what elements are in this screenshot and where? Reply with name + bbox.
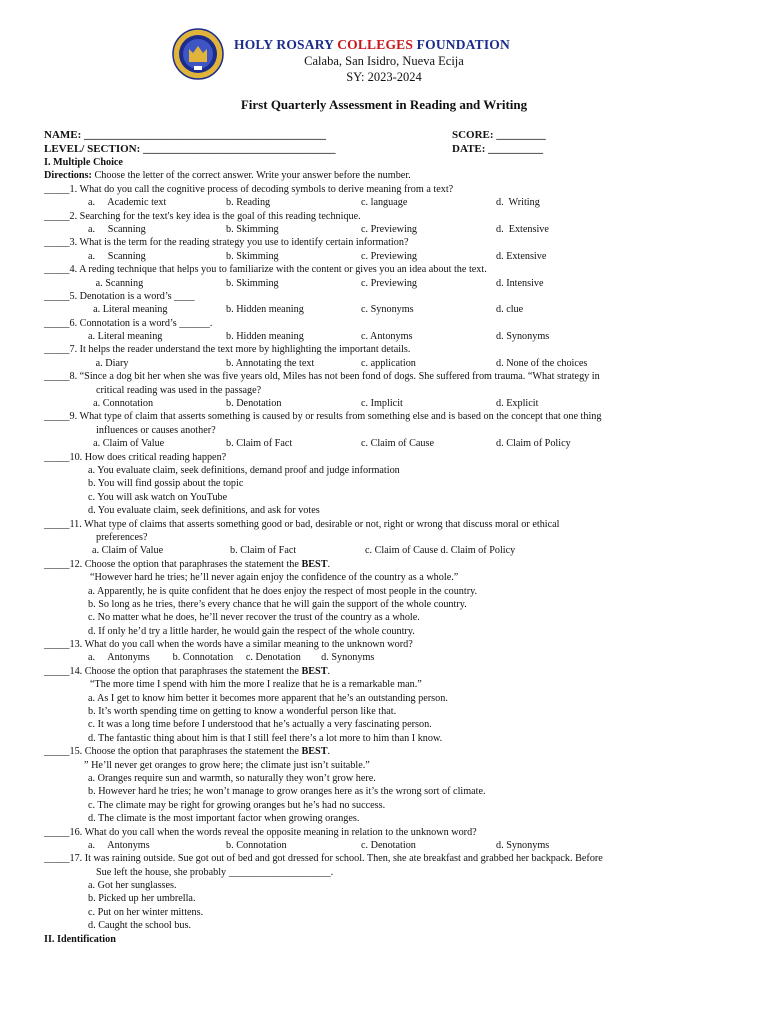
exam-content: [44, 156, 734, 946]
question-text: _____2. Searching for the text's key idea is the goal of this reading technique.: [44, 210, 361, 222]
option: a. Connotation: [88, 398, 154, 410]
question-text: _____8. “Since a dog bit her when she was five years old, Miles has not been fond of dogs. She suffered from trauma. “What strategy in: [44, 371, 600, 383]
question-text: _____5. Denotation is a word’s ____: [44, 290, 195, 302]
option: d. The climate is the most important factor when growing oranges.: [88, 813, 360, 825]
option: d. Synonyms: [496, 839, 550, 851]
option: b. However hard he tries; he won’t manage to grow oranges here as it’s the wrong sort of climate.: [88, 786, 486, 798]
options-row: [44, 397, 734, 410]
level-section-field: LEVEL/ SECTION: ___________________________________: [44, 143, 336, 155]
score-field: SCORE: _________: [452, 129, 546, 141]
option: b. It’s worth spending time on getting to know a wonderful person like that.: [88, 706, 397, 718]
options-row: [44, 223, 734, 236]
question-text-cont: Sue left the house, she probably ____________________.: [96, 866, 334, 878]
question-text: _____3. What is the term for the reading strategy you use to identify certain information?: [44, 237, 409, 249]
option: d. Caught the school bus.: [88, 920, 191, 932]
option: a. Claim of Value: [92, 545, 164, 557]
question-text-cont: influences or causes another?: [96, 424, 216, 436]
question-text: _____1. What do you call the cognitive process of decoding symbols to derive meaning from a text?: [44, 183, 454, 195]
options-row: [44, 196, 734, 209]
name-field: NAME: ____________________________________________: [44, 129, 327, 141]
option: b. Skimming: [226, 223, 279, 235]
section-heading: I. Multiple Choice: [44, 157, 123, 168]
option: b. Skimming: [226, 250, 279, 262]
question-text: _____7. It helps the reader understand the text more by highlighting the important details.: [44, 344, 411, 356]
options-row: [44, 357, 734, 370]
option: a. Antonyms: [88, 839, 150, 851]
question-text: _____15. Choose the option that paraphrases the statement the BEST.: [44, 746, 331, 758]
option: c. Implicit: [361, 398, 403, 410]
option: a. Claim of Value: [88, 438, 165, 450]
option: a. Literal meaning: [88, 304, 168, 316]
options-row: [44, 330, 734, 343]
option: d. None of the choices: [496, 357, 588, 369]
options-row: [44, 839, 734, 852]
option: c. Put on her winter mittens.: [88, 906, 204, 918]
options-row: [44, 544, 734, 557]
question-text: _____14. Choose the option that paraphrases the statement the BEST.: [44, 665, 331, 677]
option: a. Got her sunglasses.: [88, 880, 177, 892]
option: b. Claim of Fact: [226, 438, 293, 450]
option: b. Annotating the text: [226, 357, 315, 369]
option: c. No matter what he does, he’ll never recover the trust of the country as a whole.: [88, 612, 420, 624]
option: c. Claim of Cause: [361, 438, 434, 450]
quote: “The more time I spend with him the more I realize that he is a remarkable man.”: [90, 679, 422, 691]
option: a. Scanning: [88, 250, 146, 262]
school-address: Calaba, San Isidro, Nueva Ecija: [304, 54, 464, 68]
option: a. You evaluate claim, seek definitions, demand proof and judge information: [88, 464, 400, 476]
option: b. Claim of Fact: [230, 545, 297, 557]
option: d. Extensive: [496, 250, 547, 262]
option: c. Previewing: [361, 277, 418, 289]
option: d. If only he’d try a little harder, he would gain the respect of the whole country.: [88, 625, 415, 637]
option: a. Scanning: [88, 277, 144, 289]
option: b. Reading: [226, 197, 271, 209]
option: c. Previewing: [361, 250, 418, 262]
school-header: [0, 24, 768, 94]
option: d. Intensive: [496, 277, 544, 289]
option: a. Scanning: [88, 223, 146, 235]
directions: Directions: Choose the letter of the correct answer. Write your answer before the number.: [44, 170, 411, 182]
question-list: [44, 183, 734, 451]
option: d. Synonyms: [496, 331, 550, 343]
option: a. Apparently, he is quite confident that he does enjoy the respect of most people in the country.: [88, 585, 478, 597]
option: d. Writing: [496, 197, 540, 209]
option: b. Hidden meaning: [226, 304, 304, 316]
question-text: _____4. A reding technique that helps you to familiarize with the content or gives you an idea about the text.: [44, 264, 487, 276]
question-text-cont: preferences?: [96, 531, 148, 543]
option: c. Denotation: [361, 839, 416, 851]
option: c. application: [361, 357, 416, 369]
option: a. Diary: [88, 357, 129, 369]
quote: ” He’ll never get oranges to grow here; the climate just isn’t suitable.”: [84, 759, 370, 771]
school-year: SY: 2023-2024: [346, 70, 422, 84]
option: b. Denotation: [226, 398, 282, 410]
question-text: _____11. What type of claims that asserts something good or bad, desirable or not, right or wrong that discuss moral or ethical: [44, 518, 560, 530]
question-text: _____6. Connotation is a word’s ______.: [44, 317, 213, 329]
option: c. Previewing: [361, 223, 418, 235]
option: d. clue: [496, 304, 524, 316]
options-row: [44, 277, 734, 290]
school-name: HOLY ROSARY COLLEGES FOUNDATION: [234, 37, 510, 52]
question-text: _____17. It was raining outside. Sue got out of bed and got dressed for school. Then, she ate breakfast and grabbed her backpack. Before: [44, 853, 603, 865]
option: d. Explicit: [496, 398, 539, 410]
options-row: a. Antonyms b. Connotation c. Denotation d. Synonyms: [88, 652, 375, 664]
option: c. The climate may be right for growing oranges but he’s had no success.: [88, 799, 386, 811]
options-row: [44, 437, 734, 450]
option: a. Academic text: [88, 197, 167, 209]
option: d. Extensive: [496, 223, 549, 235]
option: d. You evaluate claim, seek definitions, and ask for votes: [88, 505, 320, 517]
question-text-cont: critical reading was used in the passage?: [96, 384, 262, 396]
option: c. language: [361, 197, 408, 209]
options-row: [44, 250, 734, 263]
quote: “However hard he tries; he’ll never again enjoy the confidence of the country as a whole.”: [90, 572, 459, 584]
option: c. It was a long time before I understood that he’s actually a very fascinating person.: [88, 719, 432, 731]
question-text: _____13. What do you call when the words have a similar meaning to the unknown word?: [44, 639, 413, 651]
date-field: DATE: __________: [452, 143, 544, 155]
option: d. Claim of Policy: [496, 438, 571, 450]
option: c. You will ask watch on YouTube: [88, 491, 228, 503]
option: b. Picked up her umbrella.: [88, 893, 196, 905]
option: a. As I get to know him better it becomes more apparent that he’s an outstanding person.: [88, 692, 448, 704]
question-text: _____16. What do you call when the words reveal the opposite meaning in relation to the unknown word?: [44, 826, 477, 838]
question-text: _____9. What type of claim that asserts something is caused by or results from something else and is based on the concept that one thing: [44, 411, 602, 423]
options-row: [44, 303, 734, 316]
option: b. Connotation: [226, 839, 287, 851]
option: b. Hidden meaning: [226, 331, 304, 343]
option: d. The fantastic thing about him is that I still feel there’s a lot more to him than I know.: [88, 732, 443, 744]
section-heading: II. Identification: [44, 933, 116, 945]
option: c. Synonyms: [361, 304, 414, 316]
option: b. So long as he tries, there’s every chance that he will gain the support of the whole country.: [88, 598, 467, 610]
option: a. Literal meaning: [88, 331, 163, 343]
option: b. Skimming: [226, 277, 279, 289]
question-text: _____12. Choose the option that paraphrases the statement the BEST.: [44, 558, 331, 570]
page-title: First Quarterly Assessment in Reading and Writing: [240, 97, 528, 112]
option: a. Oranges require sun and warmth, so naturally they won’t grow here.: [88, 772, 376, 784]
question-text: _____10. How does critical reading happen?: [44, 451, 227, 463]
option: c. Claim of Cause d. Claim of Policy: [365, 545, 516, 557]
option: b. You will find gossip about the topic: [88, 478, 244, 490]
option: c. Antonyms: [361, 331, 413, 343]
